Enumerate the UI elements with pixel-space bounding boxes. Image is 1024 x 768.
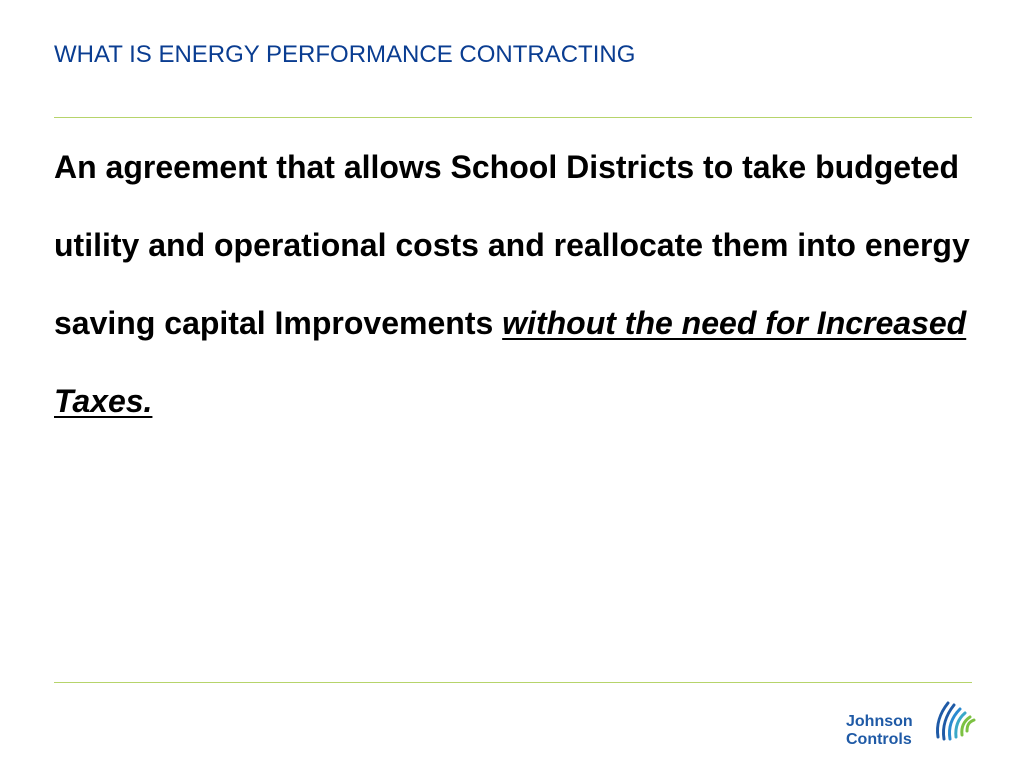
slide-body <box>54 128 974 440</box>
body-emphasis-text: without the need for Increased Taxes. <box>54 305 967 419</box>
logo-line-2: Controls <box>846 731 912 748</box>
body-lead-text: An agreement that allows School Districts to take budgeted utility and operational costs and reallocate them into energy saving capital Improvements <box>54 149 970 341</box>
bottom-divider <box>54 682 972 683</box>
logo-line-1: Johnson <box>846 713 913 730</box>
logo-wordmark <box>846 713 913 749</box>
slide-title: WHAT IS ENERGY PERFORMANCE CONTRACTING <box>54 41 636 68</box>
johnson-controls-swirl-icon <box>932 697 976 745</box>
johnson-controls-logo <box>846 697 976 757</box>
top-divider <box>54 117 972 118</box>
